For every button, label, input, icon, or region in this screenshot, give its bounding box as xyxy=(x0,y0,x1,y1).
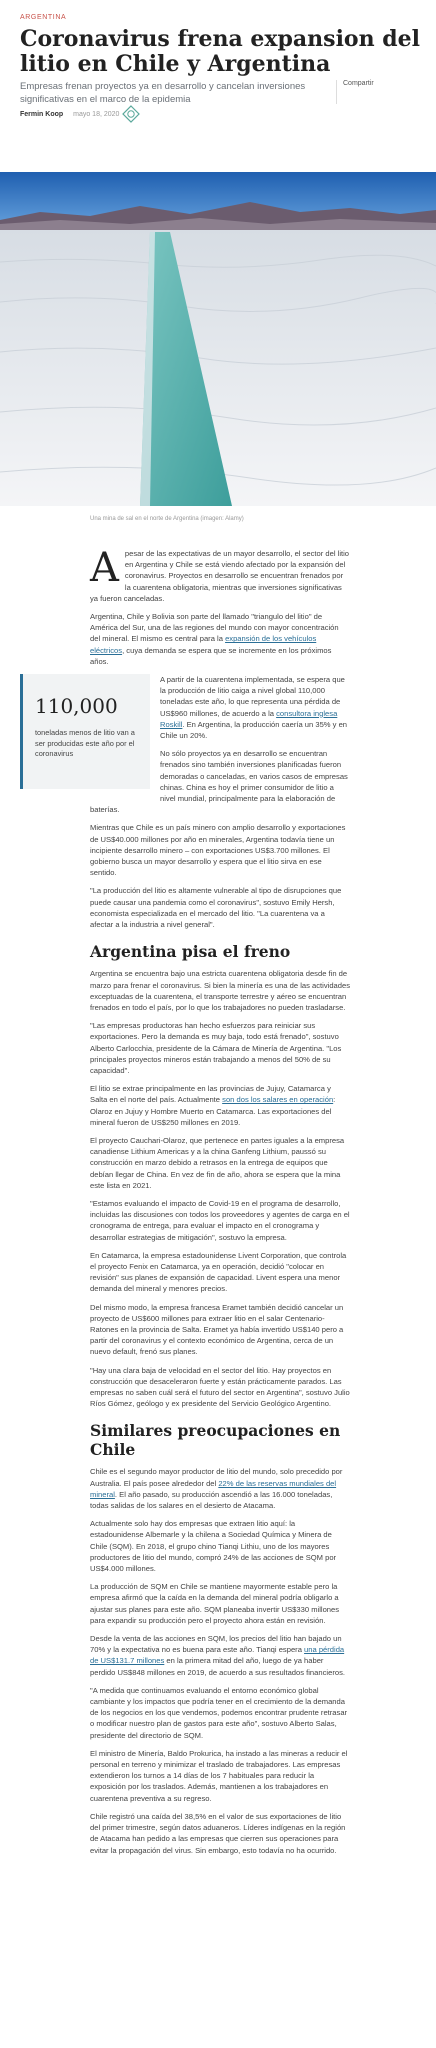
paragraph: No sólo proyectos ya en desarrollo se encuentran frenados sino también inversiones planificadas fueron demoradas o canceladas, en varios casos de empresas chinas. China es hoy el primer consumidor de litio a nivel mundial, principalmente para la elaboración de baterías. xyxy=(90,749,348,815)
publish-date: mayo 18, 2020 xyxy=(73,111,120,118)
callout-text: toneladas menos de litio van a ser producidas este año por el coronavirus xyxy=(35,728,135,759)
paragraph: En Catamarca, la empresa estadounidense Livent Corporation, que controla el proyecto Fenix en Catamarca, ya en operación, decidió "colocar en revisión" sus planes de expansión de capacidad. Livent espera una menor demanda del mineral y menores precios. xyxy=(90,1250,347,1294)
author-link[interactable]: Fermin Koop xyxy=(20,111,64,118)
paragraph: "A medida que continuamos evaluando el entorno económico global cambiante y los impactos que podría tener en el crecimiento de la demanda de los negocios en los que vendemos, podemos encontrar prudente retrasar o modificar nuestro plan de gastos para este año", sostuvo Alberto Salas, presidente del directorio de SQM. xyxy=(90,1685,348,1740)
paragraph xyxy=(90,1083,350,1128)
paragraph: "Estamos evaluando el impacto de Covid-19 en el programa de desarrollo, incluidas las discusiones con todos los proveedores y agentes de carga en el cronograma de entrega, para evaluar el impacto en el cronograma y desarrollar estrategias de mitigación", sostuvo la empresa. xyxy=(90,1198,350,1242)
hero-image xyxy=(0,172,436,506)
paragraph-text: . En Argentina, la producción caería un 35% y en Chile un 20%. xyxy=(160,719,348,741)
paragraph-text: en la primera mitad del año, luego de ya haber perdido US$848 millones en 2019, de acuerdo a sus resultados financieros. xyxy=(90,1656,345,1677)
share-button[interactable]: Compartir xyxy=(336,80,374,104)
paragraph-text: : Olaroz en Jujuy y Hombre Muerto en Catamarca. Las exportaciones del mineral fueron de US$250 millones en 2019. xyxy=(90,1095,336,1127)
stat-callout xyxy=(20,674,150,789)
paragraph: Del mismo modo, la empresa francesa Eramet también decidió cancelar un proyecto de US$600 millones para extraer litio en el salar Centenario-Ratones en la provincia de Salta. Eramet ya había invertido US$140 pero a partir del coronavirus y el contexto económico de Argentina, cerca de un nuevo default, frenó sus planes. xyxy=(90,1302,344,1357)
paragraph-intro xyxy=(90,545,350,604)
paragraph: Chile registró una caída del 38,5% en el valor de sus exportaciones de litio del primer trimestre, según datos aduaneros. Líderes indígenas en la región de Atacama han pedido a las empresas que cierren sus operaciones para evitar la propagación del virus. Sin embargo, esto todavía no ha ocurrido. xyxy=(90,1811,346,1855)
paragraph: Argentina se encuentra bajo una estricta cuarentena obligatoria desde fin de marzo para frenar el coronavirus. Si bien la minería es una de las actividades exceptuadas de la cuarentena, el transporte terrestre y aéreo se encuentran frenados en todo el país, por lo que los trabajadores no pueden trasladarse. xyxy=(90,969,351,1012)
paragraph: "La producción del litio es altamente vulnerable al tipo de disrupciones que puede causar una pandemia como el coronavirus", sostuvo Emily Hersh, economista especializada en el mercado del litio. "La cuarentena va a afectar a la industria a nivel general". xyxy=(90,886,342,930)
article-body xyxy=(35,545,351,1863)
paragraph: El ministro de Minería, Baldo Prokurica, ha instado a las mineras a reducir el personal en terreno y minimizar el traslado de trabajadores. Las empresas extendieron los turnos a 14 días de los 7 habituales para reducir la exposición por los traslados. Además, mantienen a los trabajadores en cuarentena preventiva a su regreso. xyxy=(90,1748,348,1803)
paragraph-text: pesar de las expectativas de un mayor desarrollo, el sector del litio en Argentina y Chile se está viendo afectado por la expansión del coronavirus. Proyectos en desarrollo se encuentran frenados por la cuarentena obligatoria, mientras que inversiones significativas ya fueron canceladas. xyxy=(90,549,350,603)
paragraph: "Hay una clara baja de velocidad en el sector del litio. Hay proyectos en construcción que desaceleraron fuerte y están prácticamente parados. Las empresas no saben cuál será el futuro del sector en Argentina", sostuvo Julio Ríos Gómez, geólogo y ex presidente del Servicio Geológico Argentino. xyxy=(90,1365,350,1409)
paragraph xyxy=(90,1633,350,1678)
byline xyxy=(20,111,119,118)
paragraph-text: A partir de la cuarentena implementada, se espera que la producción de litio caiga a nivel global 110,000 toneladas este año, lo que representa una pérdida de US$960 millones, de acuerdo a la xyxy=(160,675,345,718)
paragraph xyxy=(90,611,350,667)
link-perdida[interactable]: una pérdida de US$131.7 millones xyxy=(90,1645,345,1666)
paragraph: Actualmente solo hay dos empresas que extraen litio aquí: la estadounidense Albemarle y la chilena a Sociedad Química y Minera de Chile (SQM). En 2018, el grupo chino Tianqi Lithiu, uno de los mayores productores de litio del mundo, compró 24% de las acciones de SQM por US$4.000 millones. xyxy=(90,1519,337,1574)
link-reservas[interactable]: 22% de las reservas mundiales del mineral xyxy=(90,1478,337,1499)
paragraph-text: . El año pasado, su producción ascendió a las 16.000 toneladas, todas salidas de los salares en el desierto de Atacama. xyxy=(90,1489,333,1511)
link-vehiculos-electricos[interactable]: expansión de los vehículos eléctricos xyxy=(90,634,317,655)
section-heading: Argentina pisa el freno xyxy=(90,942,291,962)
paragraph xyxy=(90,1466,350,1511)
drop-cap: A xyxy=(90,545,119,591)
paragraph: Mientras que Chile es un país minero con amplio desarrollo y exportaciones de US$40.000 millones por año en minerales, Argentina todavía tiene un incipiente desarrollo minero – con exportaciones US$3.700 millones. El gobierno busca un mayor desarrollo y espera que el litio sirva en ese sentido. xyxy=(90,823,346,878)
callout-section xyxy=(35,674,350,815)
paragraph-text: Chile es el segundo mayor productor de litio del mundo, solo precedido por Australia. El país posee alrededor del xyxy=(90,1467,343,1488)
paragraph-text: El litio se extrae principalmente en las provincias de Jujuy, Catamarca y Salta en el norte del país. Actualmente xyxy=(90,1084,331,1105)
article-title: Coronavirus frena expansion del litio en Chile y Argentina xyxy=(20,26,420,77)
hero-caption: Una mina de sal en el norte de Argentina (imagen: Alamy) xyxy=(90,516,244,522)
link-salares[interactable]: son dos los salares en operación xyxy=(222,1095,334,1105)
section-heading: Similares preocupaciones en Chile xyxy=(90,1421,341,1460)
paragraph-text: , cuya demanda se espera que se incremente en los próximos años. xyxy=(90,645,332,666)
paragraph: "Las empresas productoras han hecho esfuerzos para reiniciar sus exportaciones. Pero la demanda es muy baja, todo está frenado", sostuvo Alberto Carlocchia, presidente de la Cámara de Minería de Argentina. "Los principales proyectos mineros están trabajando a menos del 50% de su capacidad". xyxy=(90,1021,342,1075)
paragraph-text: Argentina, Chile y Bolivia son parte del llamado "triangulo del litio" de América del Sur, una de las regiones del mundo con mayor concentración del mineral. El mismo es central para la xyxy=(90,612,339,644)
article-deck: Empresas frenan proyectos ya en desarrollo y cancelan inversiones significativas en el marco de la epidemia xyxy=(20,81,306,105)
badge-icon xyxy=(122,105,140,123)
paragraph-text: Desde la venta de las acciones en SQM, los precios del litio han bajado un 70% y la expectativa no es buena para este año. Tianqi espera xyxy=(90,1634,342,1655)
section-kicker[interactable]: ARGENTINA xyxy=(20,14,67,21)
paragraph: La producción de SQM en Chile se mantiene mayormente estable pero la empresa afirmó que la caída en la demanda del mineral podría obligarlo a ajustar sus planes para este año. SQM planeaba invertir US$330 millones para expandir su producción pero el proyecto ahora están en revisión. xyxy=(90,1582,340,1625)
paragraph: El proyecto Cauchari-Olaroz, que pertenece en partes iguales a la empresa canadiense Lithium Americas y a la china Ganfeng Lithium, paussó su construcción en marzo debido a retrasos en la entrega de equipos que debían llegar de China. En vez de fin de año, ahora se espera que la mina este lista en 2021. xyxy=(90,1135,345,1190)
callout-number: 110,000 xyxy=(35,694,118,719)
link-roskill[interactable]: consultora inglesa Roskill xyxy=(160,708,338,729)
